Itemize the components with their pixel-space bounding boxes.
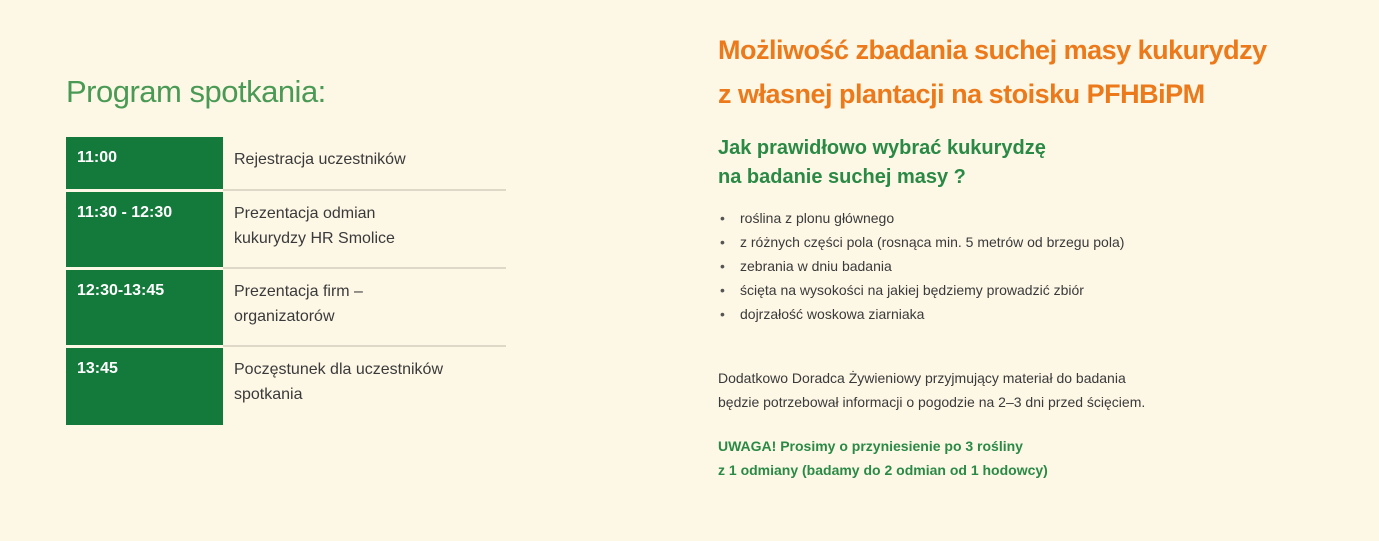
subheading-line-1: Jak prawidłowo wybrać kukurydzę [718, 137, 1046, 159]
criteria-item: • roślina z plonu głównego [718, 206, 1358, 230]
headline-line-1: Możliwość zbadania suchej masy kukurydzy [718, 35, 1267, 65]
info-section [718, 28, 1358, 482]
criteria-list [718, 206, 1358, 326]
additional-info-line-2: będzie potrzebował informacji o pogodzie na 2–3 dni przed ścięciem. [718, 394, 1146, 410]
schedule-desc-text: Prezentacja odmian kukurydzy HR Smolice [234, 205, 395, 247]
schedule-time: 13:45 [66, 346, 223, 425]
additional-info [718, 366, 1358, 414]
schedule-table [66, 137, 506, 425]
warning-note-line-1: UWAGA! Prosimy o przyniesienie po 3 rośliny [718, 438, 1023, 454]
schedule-time: 12:30-13:45 [66, 268, 223, 346]
program-section [66, 72, 506, 425]
criteria-item: • dojrzałość woskowa ziarniaka [718, 302, 1358, 326]
schedule-time: 11:00 [66, 137, 223, 190]
schedule-desc [223, 137, 506, 190]
additional-info-line-1: Dodatkowo Doradca Żywieniowy przyjmujący materiał do badania [718, 370, 1126, 386]
schedule-desc [223, 346, 506, 425]
subheading-line-2: na badanie suchej masy ? [718, 166, 966, 188]
schedule-row [66, 137, 506, 190]
warning-note-line-2: z 1 odmiany (badamy do 2 odmian od 1 hodowcy) [718, 462, 1048, 478]
warning-note [718, 434, 1358, 482]
headline-line-2: z własnej plantacji na stoisku PFHBiPM [718, 79, 1205, 109]
schedule-row [66, 346, 506, 425]
program-title: Program spotkania: [66, 74, 326, 109]
schedule-desc-text: Prezentacja firm – organizatorów [234, 283, 363, 325]
schedule-row [66, 190, 506, 268]
criteria-item: • ścięta na wysokości na jakiej będziemy prowadzić zbiór [718, 278, 1358, 302]
criteria-item: • z różnych części pola (rosnąca min. 5 metrów od brzegu pola) [718, 230, 1358, 254]
schedule-desc-text: Poczęstunek dla uczestników spotkania [234, 361, 443, 403]
schedule-desc [223, 190, 506, 268]
subheading [718, 134, 1358, 192]
schedule-desc-text: Rejestracja uczestników [234, 151, 406, 168]
criteria-item: • zebrania w dniu badania [718, 254, 1358, 278]
headline [718, 28, 1358, 116]
schedule-time: 11:30 - 12:30 [66, 190, 223, 268]
schedule-row [66, 268, 506, 346]
schedule-desc [223, 268, 506, 346]
